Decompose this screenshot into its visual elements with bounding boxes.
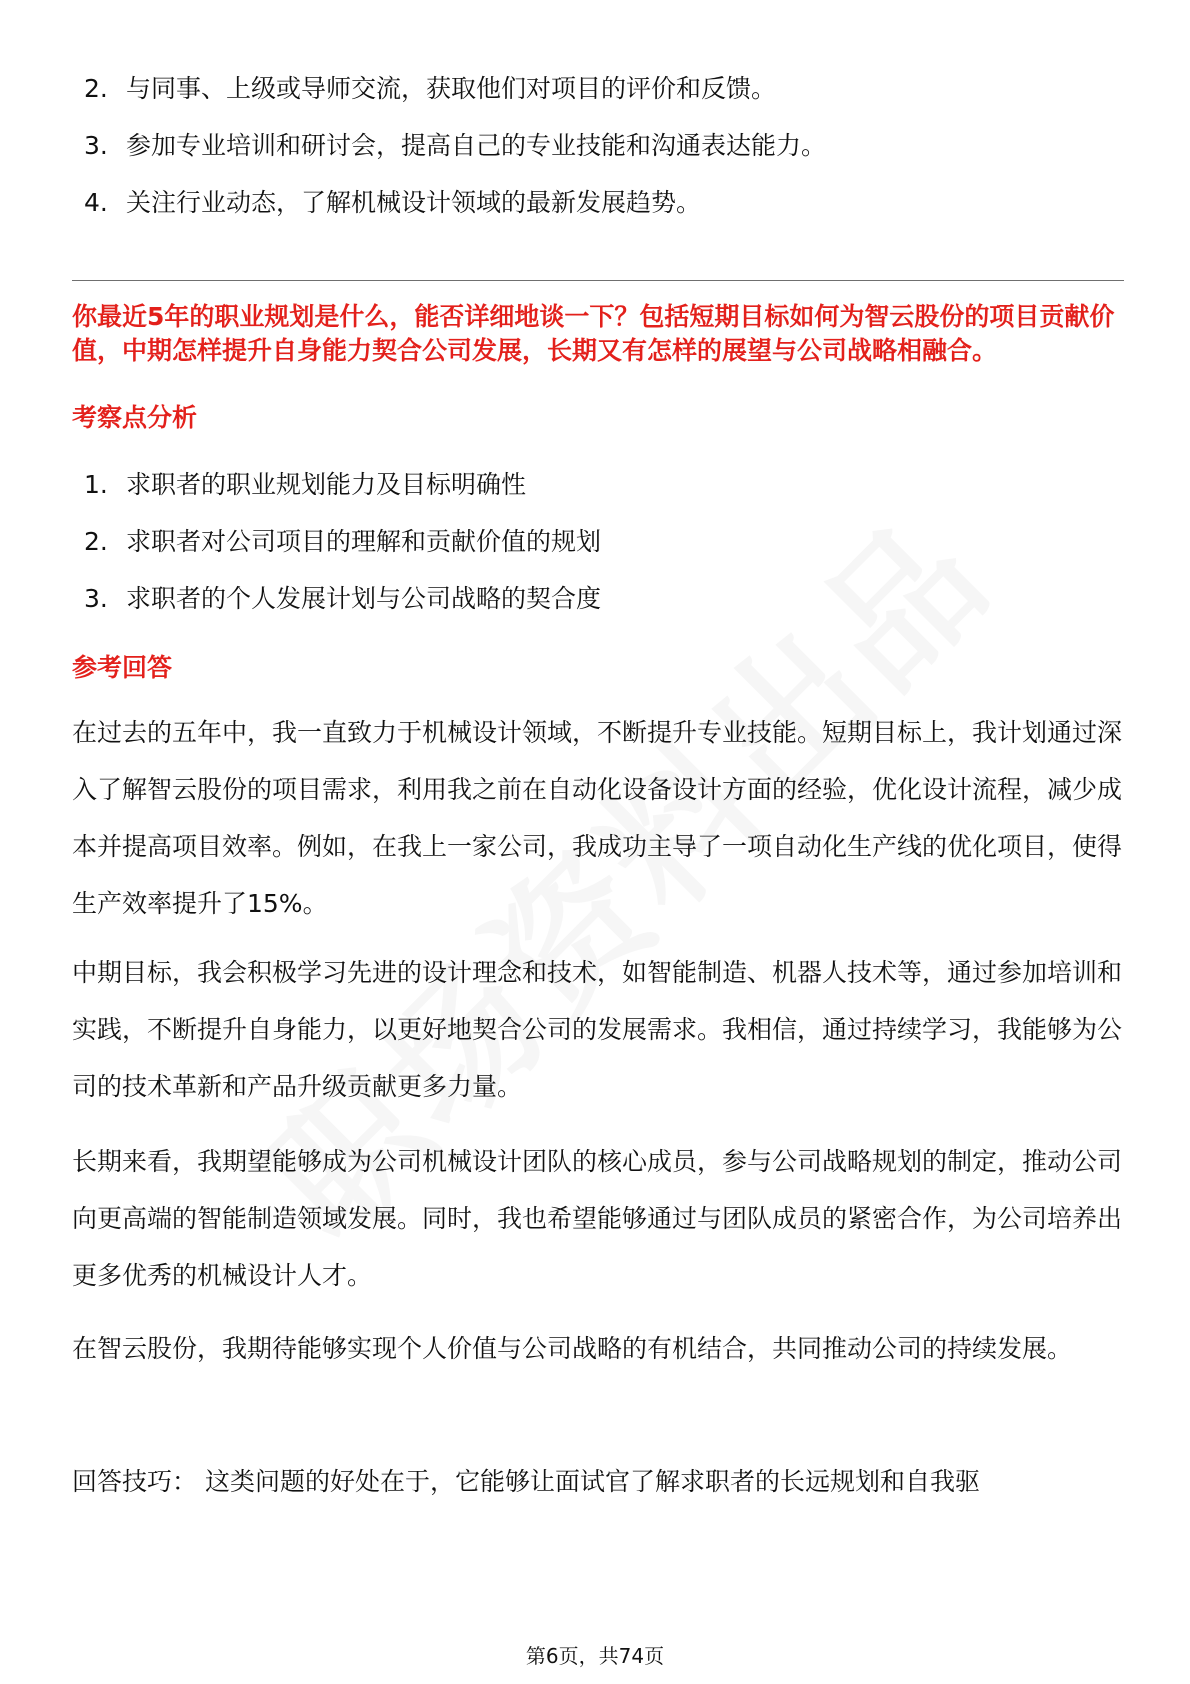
list-item-number: 2.	[84, 527, 108, 556]
answer-paragraph: 长期来看，我期望能够成为公司机械设计团队的核心成员，参与公司战略规划的制定，推动公司向更高端的智能制造领域发展。同时，我也希望能够通过与团队成员的紧密合作，为公司培养出更多优秀的机械设计人才。	[72, 1147, 1123, 1290]
list-item	[72, 117, 1124, 174]
list-item	[72, 570, 1124, 627]
answer-tips: 回答技巧： 这类问题的好处在于，它能够让面试官了解求职者的长远规划和自我驱	[72, 1467, 980, 1496]
answer-paragraph: 在智云股份，我期待能够实现个人价值与公司战略的有机结合，共同推动公司的持续发展。	[72, 1334, 1073, 1363]
list-item-text: 关注行业动态，了解机械设计领域的最新发展趋势。	[126, 188, 702, 217]
answer-paragraph: 中期目标，我会积极学习先进的设计理念和技术，如智能制造、机器人技术等，通过参加培训和实践，不断提升自身能力，以更好地契合公司的发展需求。我相信，通过持续学习，我能够为公司的技术革新和产品升级贡献更多力量。	[72, 958, 1123, 1101]
top-list-container	[72, 60, 1124, 231]
list-item-text: 参加专业培训和研讨会，提高自己的专业技能和沟通表达能力。	[126, 131, 827, 160]
list-item-number: 1.	[84, 470, 108, 499]
list-item-text: 求职者的个人发展计划与公司战略的契合度	[126, 584, 602, 613]
list-item	[72, 60, 1124, 117]
list-item	[72, 174, 1124, 231]
list-item-number: 3.	[84, 131, 108, 160]
list-item	[72, 456, 1124, 513]
list-item-number: 2.	[84, 74, 108, 103]
list-item-number: 3.	[84, 584, 108, 613]
list-item	[72, 513, 1124, 570]
analysis-numbered-list	[72, 456, 1124, 627]
answer-paragraph: 在过去的五年中，我一直致力于机械设计领域，不断提升专业技能。短期目标上，我计划通过深入了解智云股份的项目需求，利用我之前在自动化设备设计方面的经验，优化设计流程，减少成本并提高项目效率。例如，在我上一家公司，我成功主导了一项自动化生产线的优化项目，使得生产效率提升了15%。	[72, 718, 1123, 918]
analysis-list-container	[72, 456, 1124, 627]
list-item-text: 求职者的职业规划能力及目标明确性	[126, 470, 527, 499]
list-item-text: 求职者对公司项目的理解和贡献价值的规划	[126, 527, 602, 556]
page-number: 第6页，共74页	[525, 1644, 665, 1668]
section-divider	[72, 280, 1124, 281]
list-item-text: 与同事、上级或导师交流，获取他们对项目的评价和反馈。	[126, 74, 777, 103]
top-numbered-list	[72, 60, 1124, 231]
interview-question: 你最近5年的职业规划是什么，能否详细地谈一下？包括短期目标如何为智云股份的项目贡献价值，中期怎样提升自身能力契合公司发展，长期又有怎样的展望与公司战略相融合。	[72, 302, 1115, 365]
list-item-number: 4.	[84, 188, 108, 217]
answer-heading: 参考回答	[72, 653, 173, 682]
analysis-heading: 考察点分析	[72, 403, 198, 432]
